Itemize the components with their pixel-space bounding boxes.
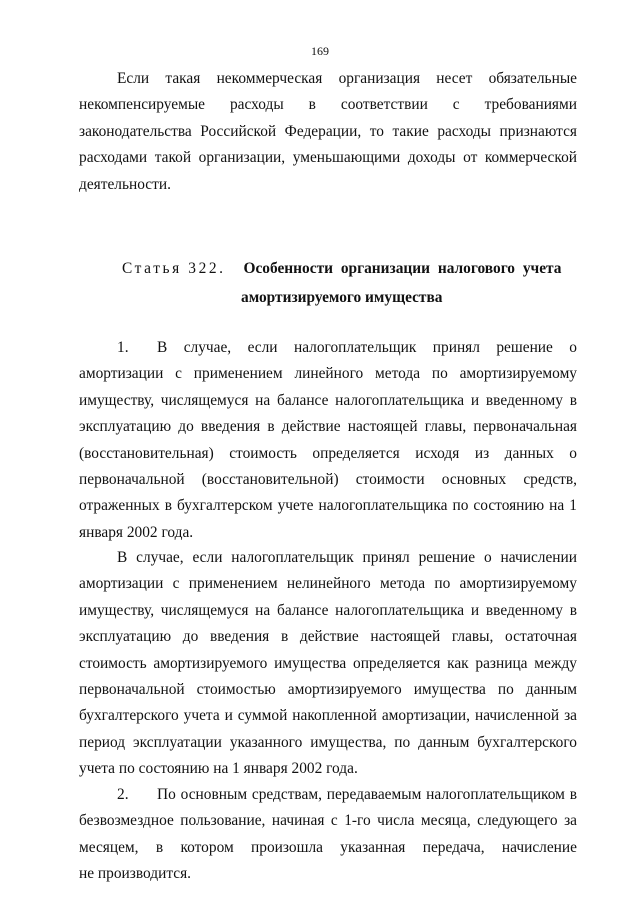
page-number: 169 xyxy=(311,44,329,58)
text-line: имуществу, числящемуся на балансе налогоплательщика и введенному в xyxy=(79,601,577,619)
article-title-continued: амортизируемого имущества xyxy=(241,289,443,306)
article-title: Особенности организации налогового учета xyxy=(243,260,562,277)
text-line: расходами такой организации, уменьшающими доходы от коммерческой xyxy=(79,149,577,167)
paragraph-number: 1. xyxy=(117,339,129,356)
article-heading xyxy=(79,254,577,312)
paragraph-first-line: В случае, если налогоплательщик принял решение о xyxy=(157,339,577,356)
text-line: первоначальной (восстановительной) стоимости основных средств, xyxy=(79,470,577,488)
text-line: стоимость амортизируемого имущества определяется как разница между xyxy=(79,654,577,672)
text-line: (восстановительная) стоимость определяется исходя из данных о xyxy=(79,444,577,462)
intro-paragraph xyxy=(79,66,577,198)
paragraph-1 xyxy=(79,335,577,546)
text-line: законодательства Российской Федерации, то такие расходы признаются xyxy=(79,122,577,140)
text-line: Если такая некоммерческая организация несет обязательные xyxy=(117,70,577,87)
text-line: учета по состоянию на 1 января 2002 года. xyxy=(79,760,358,778)
text-line xyxy=(79,782,577,808)
article-label: Статья 322. xyxy=(122,260,226,277)
text-line: первоначальной стоимостью амортизируемого имущества по данным xyxy=(79,680,577,698)
text-line: период эксплуатации указанного имущества, по данным бухгалтерского xyxy=(79,733,577,751)
text-line: амортизации с применением линейного метода по амортизируемому xyxy=(79,365,577,383)
text-line: В случае, если налогоплательщик принял решение о начислении xyxy=(117,549,577,566)
paragraph-3 xyxy=(79,782,577,888)
article-heading-line1 xyxy=(79,254,577,283)
paragraph-first-line: По основным средствам, передаваемым налогоплательщиком в xyxy=(157,786,577,803)
text-line: амортизации с применением нелинейного метода по амортизируемому xyxy=(79,575,577,593)
text-line: не производится. xyxy=(79,865,192,883)
text-line: некомпенсируемые расходы в соответствии с требованиями xyxy=(79,96,577,114)
text-line: деятельности. xyxy=(79,175,171,193)
text-line: имуществу, числящемуся на балансе налогоплательщика и введенному в xyxy=(79,391,577,409)
text-line: эксплуатацию до введения в действие настоящей главы, первоначальная xyxy=(79,418,577,436)
text-line: эксплуатацию до введения в действие настоящей главы, остаточная xyxy=(79,628,577,646)
text-line: месяцем, в котором произошла указанная передача, начисление xyxy=(79,838,577,856)
text-line xyxy=(79,335,577,361)
paragraph-number: 2. xyxy=(117,786,129,803)
text-line: отраженных в бухгалтерском учете налогоплательщика по состоянию на 1 xyxy=(79,497,577,515)
text-line: бухгалтерского учета и суммой накопленной амортизации, начисленной за xyxy=(79,707,577,725)
paragraph-2 xyxy=(79,545,577,783)
text-line: января 2002 года. xyxy=(79,523,194,541)
text-line: безвозмездное пользование, начиная с 1-го числа месяца, следующего за xyxy=(79,812,577,830)
